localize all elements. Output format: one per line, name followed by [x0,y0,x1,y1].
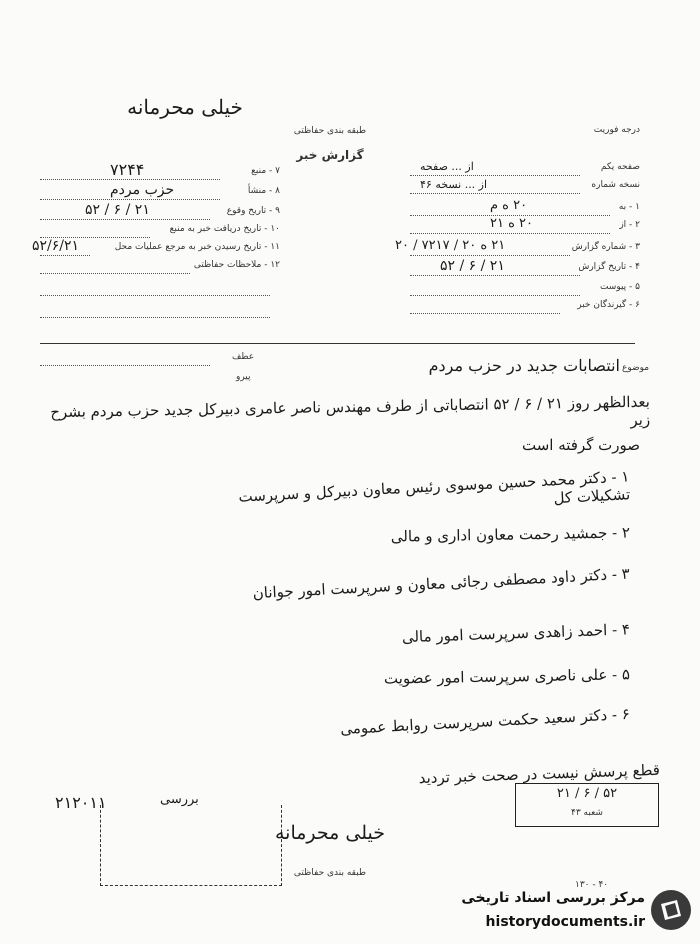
field-value: از ... نسخه ۴۶ [420,178,488,191]
archive-logo-icon [651,890,691,930]
footer-classification-label: طبقه بندی حفاظتی [293,868,367,878]
top-classification-stamp: خیلی محرمانه [127,95,243,119]
stamp-office: شعبه ۴۳ [571,808,603,818]
field-label: ۱۱ - تاریخ رسیدن خبر به مرجع عملیات محل [114,242,280,252]
field-label: ۶ - گیرندگان خبر [577,300,640,310]
field-dotted-line [410,174,580,176]
field-value: ۵۲ / ۶ / ۲۱ [85,202,150,218]
field-dotted-line [410,294,580,296]
closing-note: قطع پرسش نیست در صحت خبر تردید [418,760,661,788]
body-intro-2: صورت گرفته است [521,436,640,454]
field-dotted-line [40,294,270,296]
left-field-row [40,260,280,278]
field-label: ۹ - تاریخ وقوع [226,206,280,216]
right-field-row [400,216,640,238]
field-label: ۵ - پیوست [599,282,640,292]
subject-dotted-line [40,364,210,366]
field-label: ۱۰ - تاریخ دریافت خبر به منبع [169,224,280,234]
subject-text: انتصابات جدید در حزب مردم [428,356,620,375]
form-code: ۱۳۰ - ۴۰ [575,880,609,890]
watermark-site-name: مرکز بررسی اسناد تاریخی [461,890,645,906]
urgency-label: درجه فوریت [593,125,640,135]
field-value: ۲۱ ه ۲۰ / ۷۲۱۷ / ۲۰ [395,238,506,253]
field-dotted-line [410,312,560,314]
margin-note: بررسی [160,792,199,807]
body-intro: بعدالظهر روز ۲۱ / ۶ / ۵۲ انتصاباتی از طرف مهندس ناصر عامری دبیرکل جدید حزب مردم بشرح زیر [50,392,651,430]
subject-label: موضوع [622,363,650,373]
field-label: ۴ - تاریخ گزارش [578,262,640,272]
field-label: ۷ - منبع [251,166,280,176]
field-value: ۲۰ ه ۲۱ [490,216,534,231]
field-dotted-line [40,272,190,274]
right-field-row [400,180,640,198]
stamp-date: ۲۱ / ۶ / ۵۲ [556,786,618,801]
right-field-row [400,258,640,280]
left-field-row [40,182,280,204]
field-dotted-line [40,178,220,180]
left-field-row [40,202,280,224]
field-label: صفحه یکم [600,162,640,172]
form-title: گزارش خبر [296,148,364,162]
list-item: ۶ - دکتر سعید حکمت سرپرست روابط عمومی [339,704,631,739]
receipt-stamp [515,783,659,827]
list-item: ۲ - جمشید رحمت معاون اداری و مالی [390,523,631,546]
field-label: نسخه شماره [591,180,640,190]
field-value: ۵۲/۶/۲۱ [32,238,80,254]
field-label: ۸ - منشأ [247,186,280,196]
field-dotted-line [410,274,580,276]
list-item: ۳ - دکتر داود مصطفی رجائی معاون و سرپرست امور جوانان [252,564,631,603]
footer-classification-stamp: خیلی محرمانه [274,822,385,844]
field-dotted-line [40,254,90,256]
field-value: حزب مردم [110,182,175,198]
list-item: ۵ - علی ناصری سرپرست امور عضویت [383,665,631,688]
ref-label: عطف [232,352,255,362]
field-value: ۵۲ / ۶ / ۲۱ [440,258,505,274]
right-field-row [395,238,640,260]
watermark-url: historydocuments.ir [485,914,645,930]
field-value: از ... صفحه [420,160,474,173]
field-dotted-line [410,254,570,256]
right-field-row [400,300,640,318]
watermark [425,884,695,940]
field-dotted-line [410,232,610,234]
field-dotted-line [40,316,270,318]
ref-label: پیرو [236,372,251,382]
field-dotted-line [40,198,220,200]
divider-line [40,342,635,344]
classification-label: طبقه بندی حفاظتی [293,126,367,136]
left-field-row [32,238,280,260]
right-field-row [400,282,640,300]
field-value: ۷۲۴۴ [110,160,145,179]
field-label: ۱ - به [618,202,640,212]
field-dotted-line [410,192,580,194]
field-value: ۲۰ ه م [490,198,528,213]
field-label: ۳ - شماره گزارش [571,242,640,252]
list-item: ۴ - احمد زاهدی سرپرست امور مالی [401,620,631,647]
list-item: ۱ - دکتر محمد حسین موسوی رئیس معاون دبیرکل و سرپرست تشکیلات کل [238,467,631,508]
margin-dashed-box [100,805,282,886]
margin-number: ۲۱۲۰۱۱ [55,793,107,812]
field-label: ۲ - از [619,220,640,230]
field-dotted-line [40,218,210,220]
field-label: ۱۲ - ملاحظات حفاظتی [193,260,280,270]
